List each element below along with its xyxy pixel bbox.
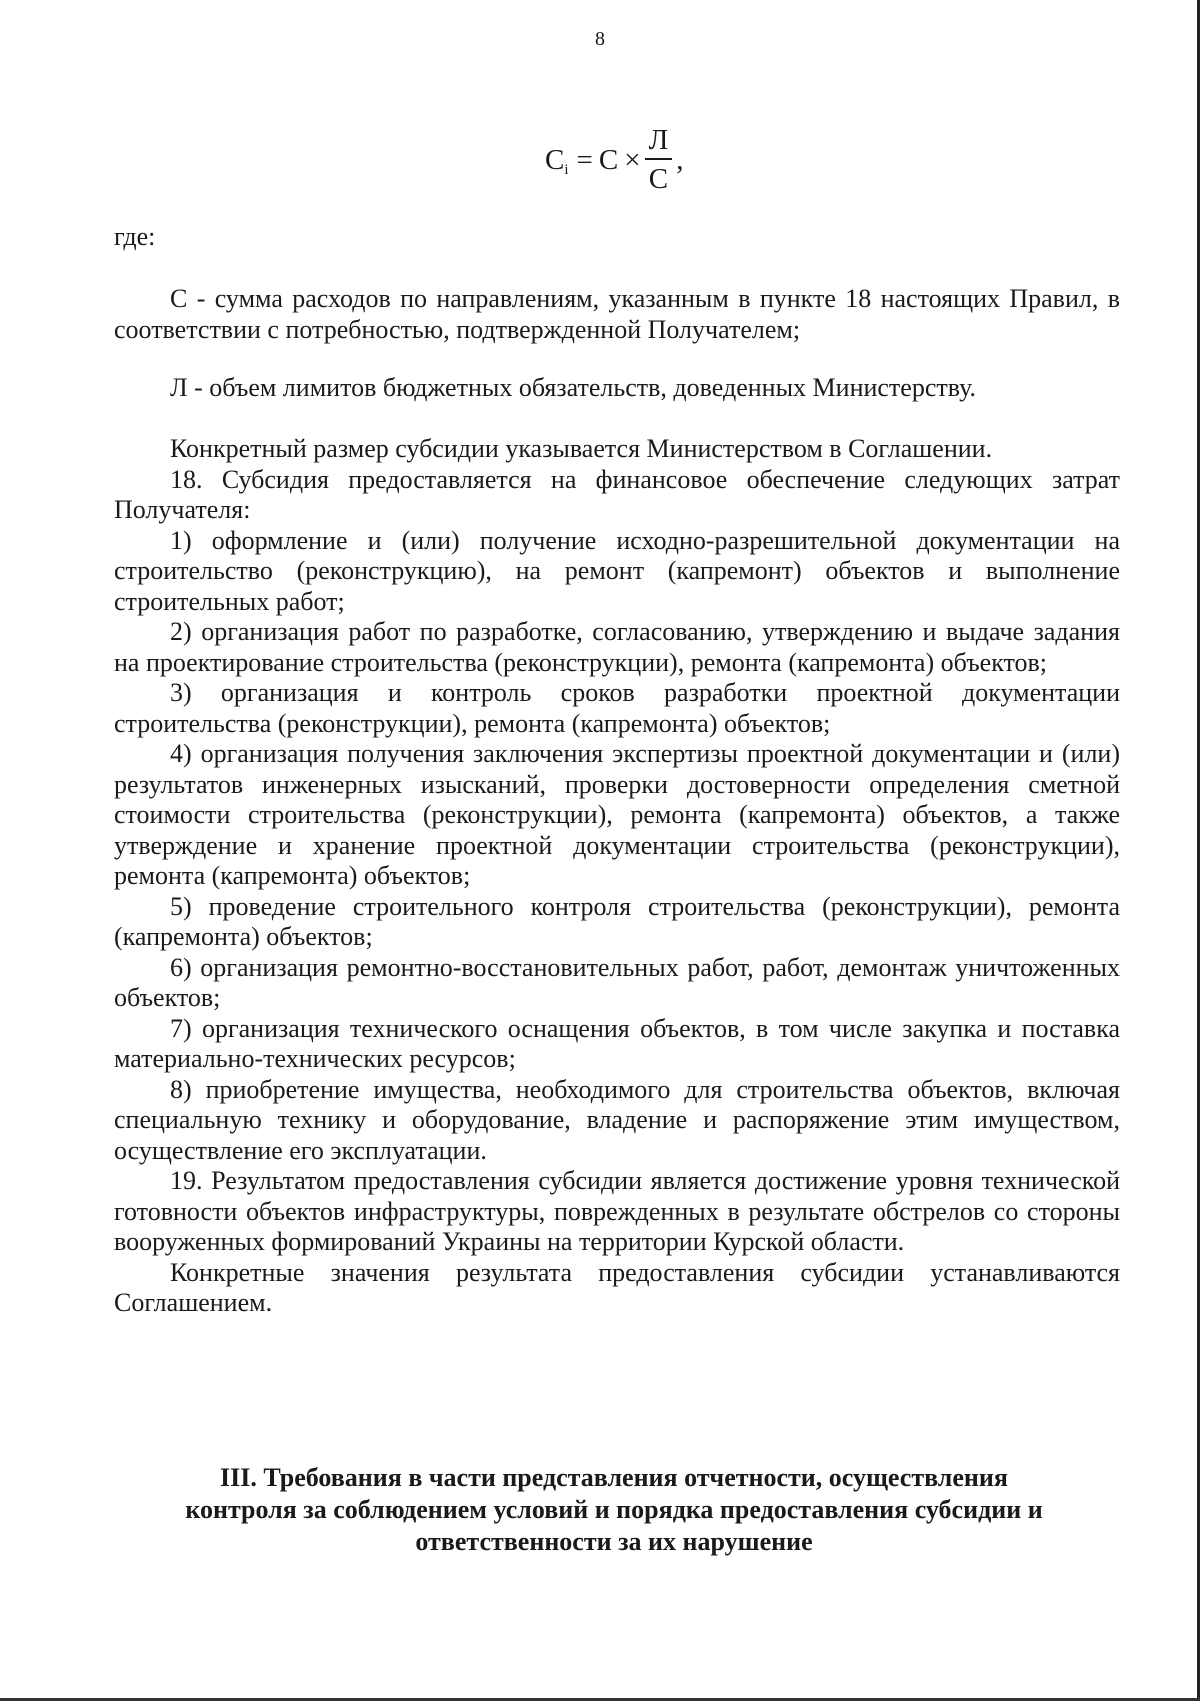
formula-lhs-subscript: i — [564, 161, 569, 178]
result-values-note: Конкретные значения результата предоставления субсидии устанавливаются Соглашением. — [114, 1257, 1120, 1317]
section-3-heading-line-2: контроля за соблюдением условий и порядка предоставления субсидии и — [185, 1495, 1043, 1524]
definition-c: C - сумма расходов по направлениям, указанным в пункте 18 настоящих Правил, в соответствии с потребностью, подтвержденной Получателем; — [114, 284, 1120, 344]
item-19: 19. Результатом предоставления субсидии является достижение уровня технической готовности объектов инфраструктуры, поврежденных в результате обстрелов со стороны вооруженных формирований Украины на территории Курской области. — [114, 1166, 1120, 1256]
definition-l: Л - объем лимитов бюджетных обязательств, доведенных Министерству. — [170, 373, 977, 402]
item-18-2: 2) организация работ по разработке, согласованию, утверждению и выдаче задания на проектирование строительства (реконструкции), ремонта (капремонта) объектов; — [114, 617, 1120, 677]
item-18-3: 3) организация и контроль сроков разработки проектной документации строительства (реконструкции), ремонта (капремонта) объектов; — [114, 678, 1120, 738]
section-3-heading-line-1: III. Требования в части представления отчетности, осуществления — [220, 1463, 1008, 1492]
page-number: 8 — [595, 28, 605, 50]
section-3-heading — [114, 1462, 1114, 1558]
item-18-5: 5) проведение строительного контроля строительства (реконструкции), ремонта (капремонта) объектов; — [114, 891, 1120, 951]
item-18-intro: 18. Субсидия предоставляется на финансовое обеспечение следующих затрат Получателя: — [114, 464, 1120, 524]
formula-c: C — [598, 143, 619, 176]
formula-lhs: C — [545, 143, 565, 176]
formula-times: × — [624, 143, 641, 176]
subsidy-formula — [545, 120, 684, 200]
formula-equals: = — [576, 143, 593, 176]
item-18-8: 8) приобретение имущества, необходимого для строительства объектов, включая специальную технику и оборудование, владение и распоряжение этим имуществом, осуществление его эксплуатации. — [114, 1074, 1120, 1165]
item-18-7: 7) организация технического оснащения объектов, в том числе закупка и поставка материально-технических ресурсов; — [114, 1013, 1120, 1073]
definition-l-block — [114, 373, 1120, 404]
item-18-6: 6) организация ремонтно-восстановительных работ, работ, демонтаж уничтоженных объектов; — [114, 952, 1120, 1012]
body-text — [114, 434, 1120, 1319]
definition-c-block — [114, 284, 1120, 345]
item-18-4: 4) организация получения заключения экспертизы проектной документации и (или) результатов инженерных изысканий, проверки достоверности определения сметной стоимости строительства (реконструкции), ремонта (капремонта) объектов, а также утверждение и хранение проектной документации строительства (реконструкции), ремонта (капремонта) объектов; — [114, 739, 1120, 890]
formula-numerator: Л — [645, 122, 673, 160]
item-18-1: 1) оформление и (или) получение исходно-разрешительной документации на строительство (реконструкцию), на ремонт (капремонт) объектов и выполнение строительных работ; — [114, 525, 1120, 616]
section-3-heading-line-3: ответственности за их нарушение — [415, 1527, 813, 1556]
formula-denominator: C — [648, 163, 669, 195]
where-label-block — [114, 222, 1120, 253]
formula-comma: , — [676, 143, 684, 176]
where-label: где: — [114, 222, 156, 251]
formula-fraction — [645, 122, 673, 198]
size-note: Конкретный размер субсидии указывается Министерством в Соглашении. — [170, 434, 993, 463]
